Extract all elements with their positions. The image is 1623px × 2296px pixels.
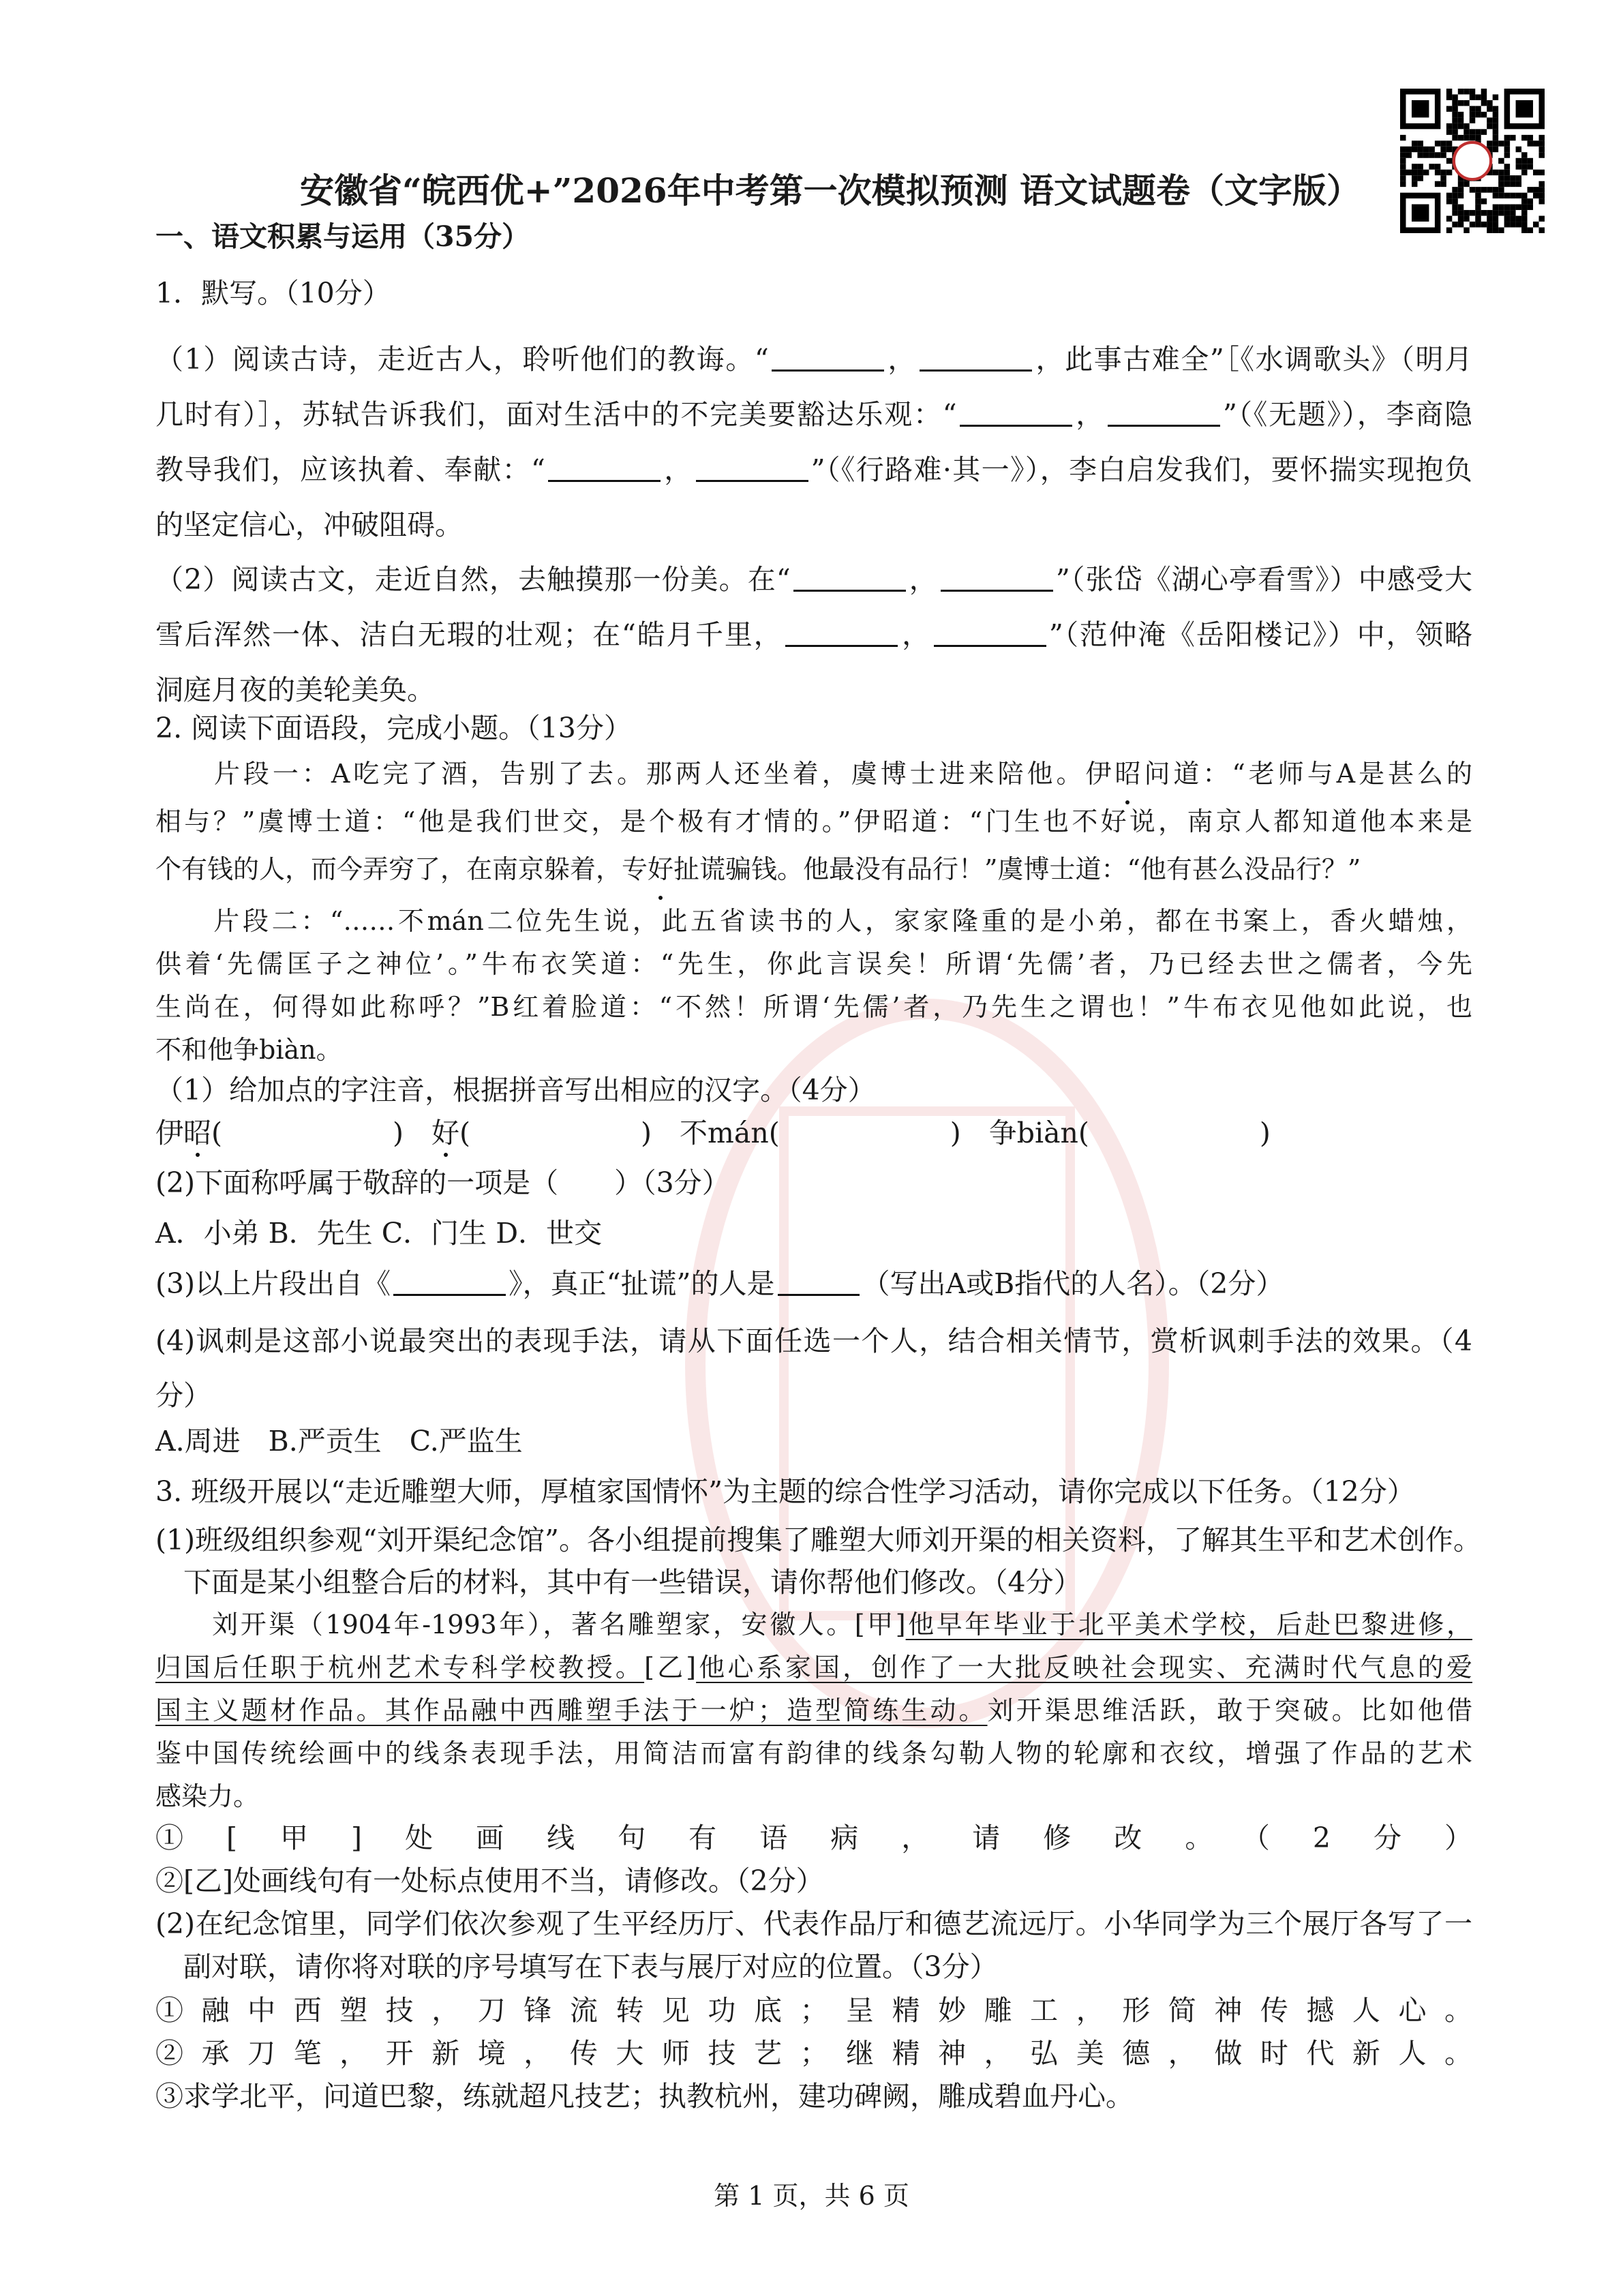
text-segment: 刘开渠（1904年-1993年），著名雕塑家，安徽人。[甲] — [155, 1610, 906, 1640]
text-segment: 1．默写。（10分） — [155, 277, 391, 309]
text-segment: 感染力。 — [155, 1781, 260, 1811]
text-segment: ( — [459, 1117, 470, 1149]
text-segment: 相与？”虞博士道：“他是我们世交，是个极有才情的。”伊昭道：“门生也不好说，南京人都知道他本来是 — [155, 806, 1472, 836]
answer-blank[interactable] — [785, 617, 898, 647]
question-3-sub-1-items — [155, 1817, 1472, 1903]
text-segment: (4)讽刺是这部小说最突出的表现手法，请从下面任选一个人，结合相关情节，赏析讽刺手法的效果。（4 — [155, 1325, 1472, 1357]
text-line — [155, 1775, 1472, 1818]
underlined-sentence: 他心系家国，创作了一大批反映社会现实、充满时代气息的爱 — [696, 1652, 1472, 1682]
text-segment: (2)下面称呼属于敬辞的一项是（ ）（3分） — [155, 1166, 730, 1199]
text-segment: ， — [663, 453, 693, 486]
text-segment: ②承刀笔，开新境，传大师技艺；继精神，弘美德，做时代新人。 — [155, 2037, 1472, 2070]
text-line — [155, 2075, 1472, 2118]
text-segment: 问道：“老师与A是甚么的 — [1140, 759, 1472, 789]
dotted-character: 昭 — [1114, 750, 1140, 798]
text-line — [155, 332, 1472, 387]
text-segment: ， — [908, 563, 938, 596]
text-line — [155, 498, 1472, 553]
pinyin-answer-row — [155, 1116, 1472, 1150]
underlined-sentence: 归国后任职于杭州艺术专科学校教授。 — [155, 1652, 645, 1682]
question-3-sub-2 — [155, 1903, 1472, 1989]
text-segment: ) — [1259, 1117, 1271, 1149]
question-1-title — [155, 276, 1472, 310]
answer-blank[interactable] — [393, 1266, 506, 1296]
text-line — [155, 387, 1472, 442]
text-line — [155, 1475, 1472, 1509]
answer-blank[interactable] — [960, 397, 1072, 427]
text-segment: 下面是某小组整合后的材料，其中有一些错误，请你帮他们修改。（4分） — [155, 1566, 1082, 1599]
text-segment: ) — [393, 1117, 431, 1149]
text-line — [155, 607, 1472, 663]
question-2-sub-3 — [155, 1266, 1472, 1300]
text-line — [155, 1989, 1472, 2032]
text-segment: 的坚定信心，冲破阻碍。 — [155, 509, 463, 541]
question-2-sub-4-options — [155, 1424, 1472, 1458]
dotted-character: 好 — [431, 1117, 459, 1149]
dotted-character: 昭 — [183, 1117, 211, 1149]
question-2-sub-2 — [155, 1166, 1472, 1200]
text-line — [155, 1368, 1472, 1423]
text-segment: 雪后浑然一体、洁白无瑕的壮观；在“皓月千里， — [155, 618, 783, 651]
text-segment: 分） — [155, 1379, 211, 1412]
text-segment: ①[甲]处画线句有语病，请修改。（2分） — [155, 1822, 1472, 1854]
text-line — [155, 1216, 1472, 1250]
text-line — [155, 1689, 1472, 1732]
text-segment: （写出A或B指代的人名）。（2分） — [862, 1267, 1284, 1300]
question-3-sub-1 — [155, 1519, 1481, 1603]
text-segment: ①融中西塑技，刀锋流转见功底；呈精妙雕工，形简神传撼人心。 — [155, 1994, 1472, 2027]
fragment-2 — [155, 900, 1472, 1072]
text-segment: 片段一：A吃完了酒，告别了去。那两人还坐着，虞博士进来陪他。伊 — [155, 759, 1115, 789]
text-segment: ( — [211, 1117, 222, 1149]
text-segment: 几时有）］，苏轼告诉我们，面对生活中的不完美要豁达乐观：“ — [155, 398, 957, 431]
text-line — [155, 1860, 1472, 1903]
text-segment: 片段二：“……不mán二位先生说，此五省读书的人，家家隆重的是小弟，都在书案上，香火蜡烛， — [155, 906, 1472, 936]
text-segment: （2）阅读古文，走近自然，去触摸那一份美。在“ — [155, 563, 791, 596]
text-segment: 扯谎骗钱。他最没有品行！”虞博士道：“他有甚么没品行？” — [673, 854, 1361, 884]
section-heading — [155, 220, 1472, 254]
answer-blank[interactable] — [772, 342, 884, 372]
question-2-title — [155, 711, 1472, 745]
text-segment: ”（范仲淹《岳阳楼记》）中，领略 — [1048, 618, 1472, 651]
text-segment: 》，真正“扯谎”的人是 — [509, 1267, 775, 1300]
text-segment: ③求学北平，问道巴黎，练就超凡技艺；执教杭州，建功碑阙，雕成碧血丹心。 — [155, 2080, 1134, 2113]
question-2-sub-4 — [155, 1314, 1472, 1423]
answer-blank[interactable] — [941, 562, 1053, 592]
answer-blank[interactable] — [793, 562, 906, 592]
text-line — [155, 1561, 1472, 1603]
text-line — [155, 1424, 1472, 1458]
text-line — [155, 711, 1472, 745]
question-1-part-2 — [155, 552, 1472, 718]
question-1-part-1 — [155, 332, 1472, 553]
text-segment: 副对联，请你将对联的序号填写在下表与展厅对应的位置。（3分） — [155, 1950, 998, 1983]
text-segment: 个有钱的人，而今弄穷了，在南京躲着，专 — [155, 854, 648, 884]
text-segment: (1)班级组织参观“刘开渠纪念馆”。各小组提前搜集了雕塑大师刘开渠的相关资料，了解其生平和艺术创作。 — [155, 1524, 1481, 1556]
text-segment: ”（《无题》），李商隐 — [1223, 398, 1472, 431]
text-segment: 不和他争biàn。 — [155, 1035, 342, 1065]
answer-blank[interactable] — [696, 452, 808, 482]
text-line — [155, 1903, 1472, 1946]
text-line — [155, 1946, 1472, 1989]
text-line — [155, 1314, 1472, 1368]
question-3-title — [155, 1475, 1472, 1509]
text-line — [155, 1266, 1472, 1300]
text-segment: ，此事古难全”［《水调歌头》（明月 — [1034, 343, 1472, 376]
text-segment: 刘开渠思维活跃，敢于突破。比如他借 — [987, 1695, 1472, 1725]
text-line — [155, 220, 1472, 254]
text-segment: 2. 阅读下面语段，完成小题。（13分） — [155, 712, 632, 744]
answer-blank[interactable] — [920, 342, 1032, 372]
text-line — [155, 1116, 1472, 1150]
text-line — [155, 663, 1472, 718]
text-line — [155, 552, 1472, 607]
text-line — [155, 845, 1472, 893]
couplet-list — [155, 1989, 1472, 2118]
text-line — [155, 798, 1472, 845]
answer-blank[interactable] — [934, 617, 1046, 647]
text-segment: 供着‘先儒匡子之神位’。”牛布衣笑道：“先生，你此言误矣！所谓‘先儒’者，乃已经去世之儒者，今先 — [155, 949, 1472, 979]
text-segment: ”（《行路难·其一》），李白启发我们，要怀揣实现抱负 — [810, 453, 1473, 486]
text-segment: A．小弟 B．先生 C．门生 D．世交 — [155, 1217, 603, 1250]
text-segment: ”（张岱《湖心亭看雪》）中感受大 — [1055, 563, 1472, 596]
text-segment: ， — [900, 618, 931, 651]
text-segment: ②[乙]处画线句有一处标点使用不当，请修改。（2分） — [155, 1864, 824, 1897]
fragment-1 — [155, 750, 1472, 893]
text-line — [155, 1817, 1472, 1860]
text-segment: 一、语文积累与运用（35分） — [155, 220, 530, 253]
qr-code — [1399, 89, 1546, 233]
answer-blank[interactable] — [778, 1266, 860, 1296]
dotted-character: 好 — [648, 845, 673, 893]
underlined-sentence: 国主义题材作品。其作品融中西雕塑手法于一炉；造型简练生动。 — [155, 1695, 988, 1725]
text-line — [155, 276, 1472, 310]
text-segment: 生尚在，何得如此称呼？”B红着脸道：“不然！所谓‘先儒’者，乃先生之谓也！”牛布衣见他如此说，也 — [155, 992, 1472, 1022]
document-title: 安徽省“皖西优+”2026年中考第一次模拟预测 语文试题卷（文字版） — [300, 170, 1361, 211]
answer-blank[interactable] — [1108, 397, 1220, 427]
text-line — [155, 1732, 1472, 1775]
text-segment: 洞庭月夜的美轮美奂。 — [155, 674, 435, 706]
text-line — [155, 1646, 1472, 1689]
text-segment: ) 争biàn( — [950, 1117, 1089, 1149]
text-segment: （1）给加点的字注音，根据拼音写出相应的汉字。（4分） — [155, 1074, 876, 1106]
text-line — [155, 442, 1472, 498]
text-line — [155, 900, 1472, 943]
answer-blank[interactable] — [548, 452, 661, 482]
question-2-sub-2-options — [155, 1216, 1472, 1250]
text-line — [155, 986, 1472, 1029]
text-segment: ， — [1074, 398, 1106, 431]
text-segment: （1）阅读古诗，走近古人，聆听他们的教诲。“ — [155, 343, 769, 376]
page-footer: 第 1 页，共 6 页 — [714, 2181, 909, 2211]
text-segment: 鉴中国传统绘画中的线条表现手法，用简洁而富有韵律的线条勾勒人物的轮廓和衣纹，增强了作品的艺术 — [155, 1738, 1472, 1768]
text-segment: 教导我们，应该执着、奉献：“ — [155, 453, 545, 486]
text-segment: (2)在纪念馆里，同学们依次参观了生平经历厅、代表作品厅和德艺流远厅。小华同学为三个展厅各写了一 — [155, 1907, 1472, 1940]
text-segment: ， — [886, 343, 917, 376]
text-segment: 伊 — [155, 1117, 183, 1149]
text-line — [155, 1073, 1472, 1107]
text-line — [155, 1166, 1472, 1200]
text-line — [155, 1603, 1472, 1646]
text-segment: (3)以上片段出自《 — [155, 1267, 391, 1300]
text-line — [155, 1029, 1472, 1072]
text-segment: A.周进 B.严贡生 C.严监生 — [155, 1425, 523, 1457]
text-segment: ) 不mán( — [641, 1117, 780, 1149]
liu-kaiqu-passage — [155, 1603, 1472, 1818]
text-segment: [乙] — [644, 1652, 697, 1682]
text-line — [155, 943, 1472, 986]
question-2-sub-1 — [155, 1073, 1472, 1107]
underlined-sentence: 他早年毕业于北平美术学校，后赴巴黎进修， — [905, 1610, 1472, 1640]
text-segment: 3. 班级开展以“走近雕塑大师，厚植家国情怀”为主题的综合性学习活动，请你完成以下任务。（12分） — [155, 1475, 1415, 1508]
text-line — [155, 2032, 1472, 2075]
text-line — [155, 750, 1472, 798]
text-line — [155, 1519, 1481, 1561]
